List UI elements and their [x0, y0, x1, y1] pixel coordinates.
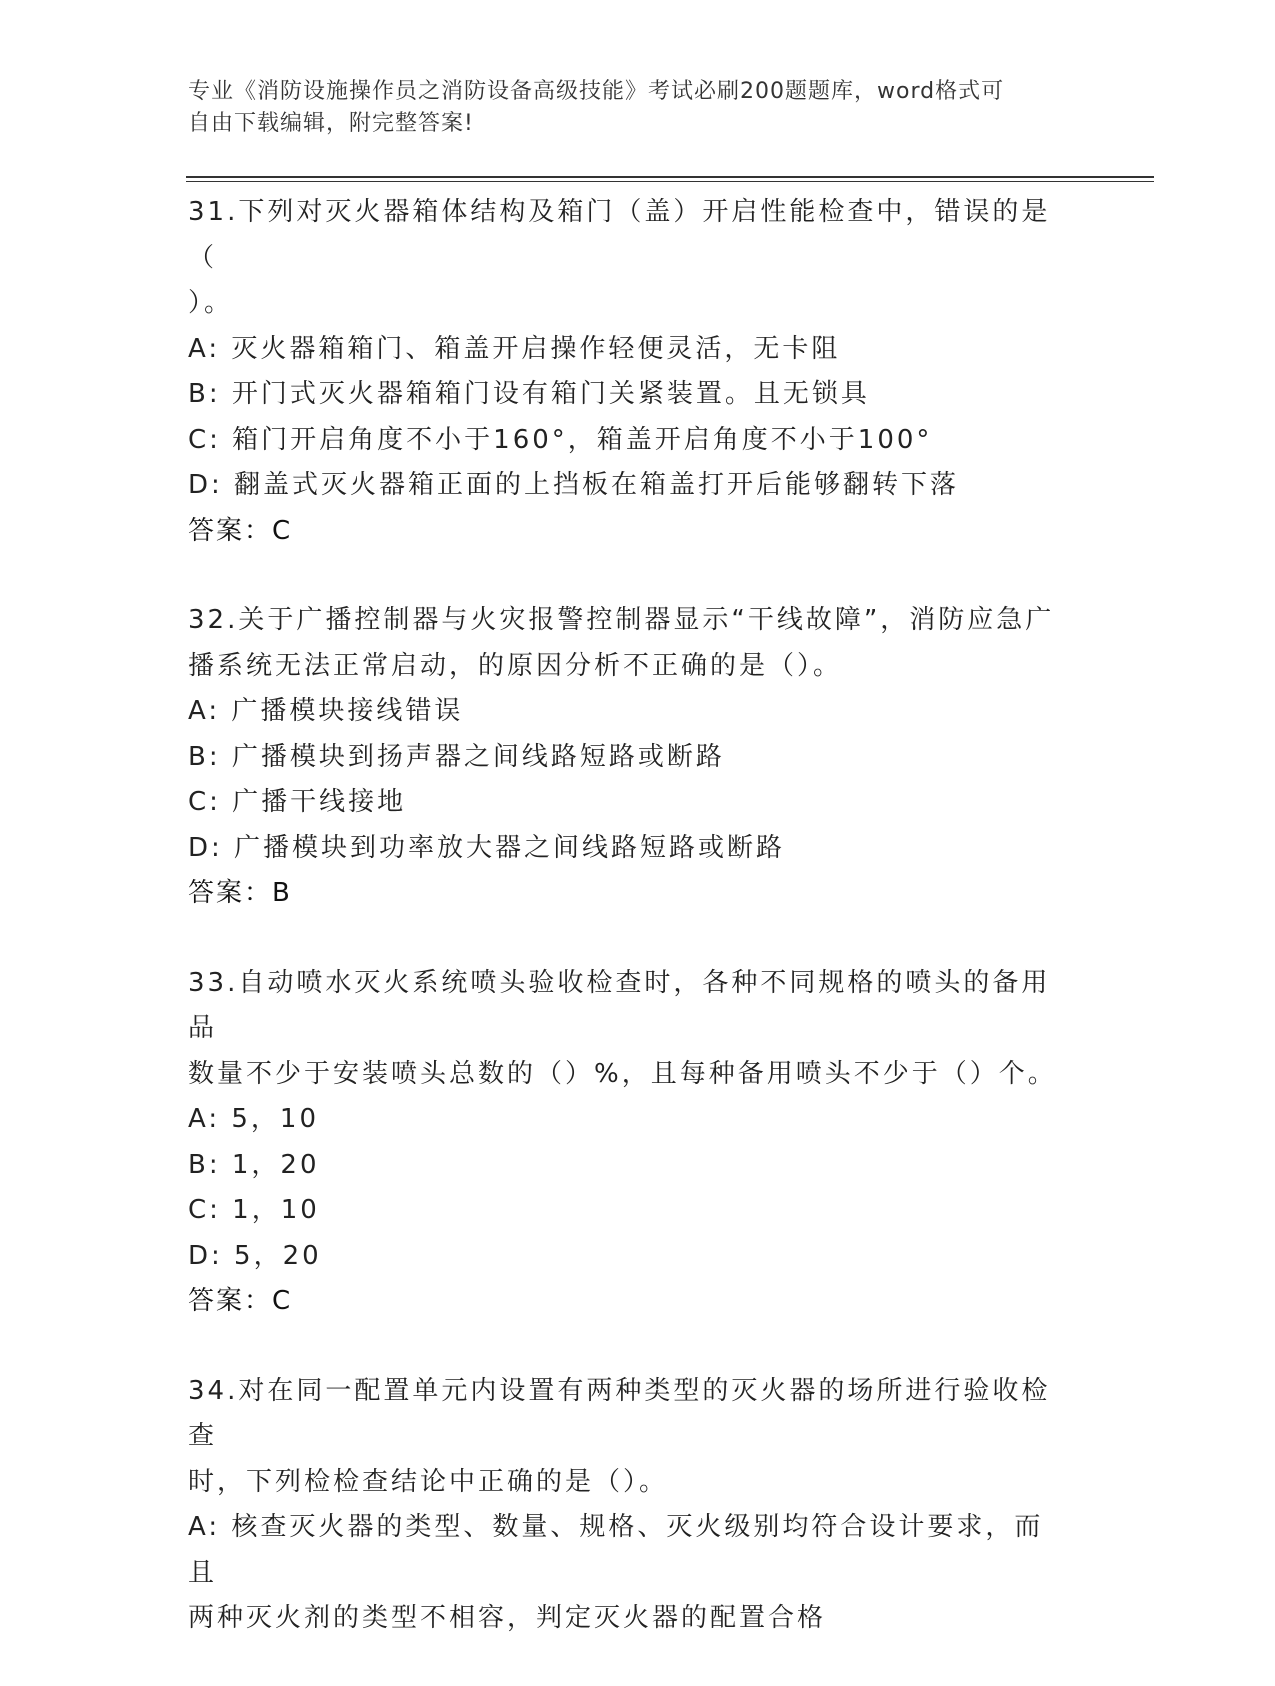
question-stem: 31.下列对灭火器箱体结构及箱门（盖）开启性能检查中，错误的是（	[188, 197, 1051, 273]
option-d: D: 广播模块到功率放大器之间线路短路或断路	[188, 832, 786, 863]
question-stem: 32.关于广播控制器与火灾报警控制器显示“干线故障”，消防应急广	[188, 605, 1055, 635]
question-stem: 33.自动喷水灭火系统喷头验收检查时，各种不同规格的喷头的备用品	[188, 967, 1051, 1043]
header-line-2: 自由下载编辑，附完整答案!	[188, 111, 474, 136]
question-stem-cont: 时，下列检检查结论中正确的是（）。	[188, 1466, 669, 1497]
option-c: C: 广播干线接地	[188, 787, 407, 817]
option-b: B: 开门式灭火器箱箱门设有箱门关紧装置。且无锁具	[188, 379, 870, 409]
option-b: B: 1，20	[188, 1149, 320, 1180]
option-a: A: 5，10	[188, 1104, 319, 1134]
option-c: C: 1，10	[188, 1195, 320, 1225]
answer-line: 答案：C	[188, 1286, 293, 1316]
question-33	[188, 961, 1068, 1325]
option-a: A: 灭火器箱箱门、箱盖开启操作轻便灵活，无卡阻	[188, 333, 841, 364]
question-stem-cont: ）。	[188, 288, 234, 318]
question-32	[188, 598, 1068, 917]
option-a: A: 广播模块接线错误	[188, 696, 464, 726]
header-line-1: 专业《消防设施操作员之消防设备高级技能》考试必刷200题题库，word格式可	[188, 79, 1005, 104]
header-divider	[186, 176, 1154, 182]
question-31	[188, 190, 1068, 554]
answer-line: 答案：C	[188, 515, 293, 546]
question-stem-cont: 数量不少于安装喷头总数的（）%，且每种备用喷头不少于（）个。	[188, 1058, 1057, 1089]
question-stem-cont: 播系统无法正常启动，的原因分析不正确的是（）。	[188, 650, 843, 681]
question-list	[188, 190, 1068, 1686]
option-a: A: 核查灭火器的类型、数量、规格、灭火级别均符合设计要求，而且	[188, 1512, 1044, 1588]
question-stem: 34.对在同一配置单元内设置有两种类型的灭火器的场所进行验收检查	[188, 1375, 1051, 1451]
answer-line: 答案：B	[188, 878, 292, 908]
document-header	[188, 76, 1068, 140]
question-34	[188, 1369, 1068, 1642]
option-d: D: 翻盖式灭火器箱正面的上挡板在箱盖打开后能够翻转下落	[188, 470, 960, 500]
option-d: D: 5，20	[188, 1240, 322, 1271]
option-c: C: 箱门开启角度不小于160°，箱盖开启角度不小于100°	[188, 424, 933, 455]
option-b: B: 广播模块到扬声器之间线路短路或断路	[188, 741, 725, 772]
option-a-cont: 两种灭火剂的类型不相容，判定灭火器的配置合格	[188, 1603, 827, 1633]
